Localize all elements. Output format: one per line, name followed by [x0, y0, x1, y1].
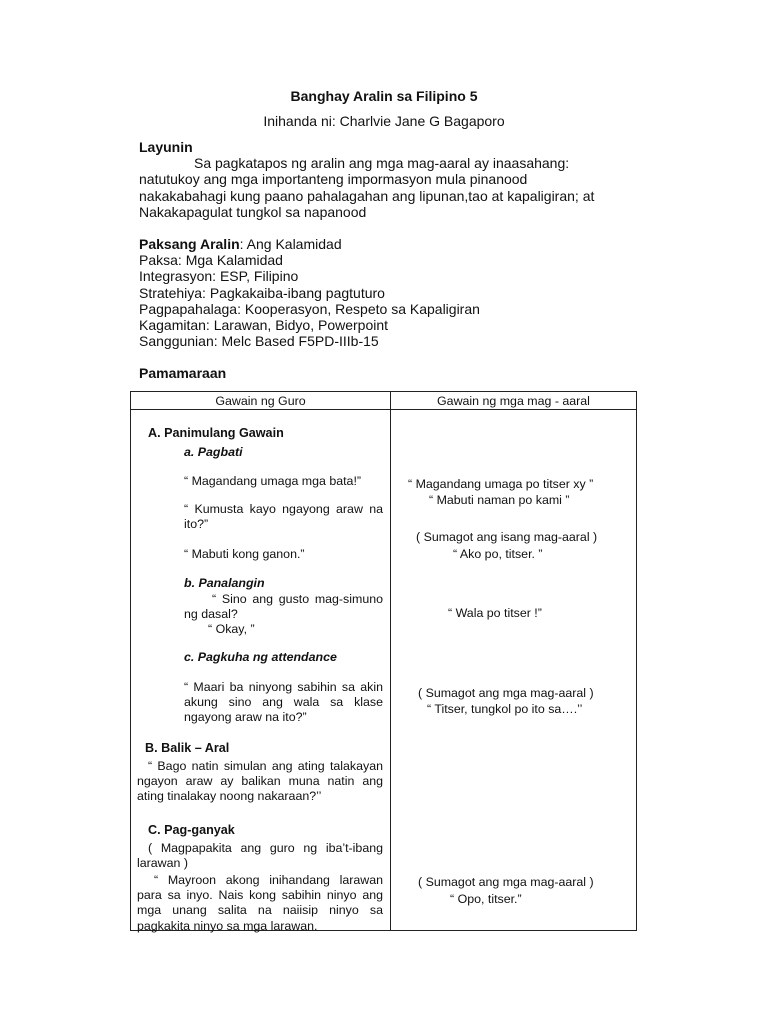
layunin-heading: Layunin — [139, 139, 193, 155]
paksa-line-6: Sanggunian: Melc Based F5PD-IIIb-15 — [139, 333, 379, 350]
student-opo: “ Opo, titser.” — [450, 892, 522, 906]
layunin-line-1: natutukoy ang mga importanteng impormasyon mula pinanood — [139, 171, 528, 188]
section-a-heading: A. Panimulang Gawain — [148, 426, 284, 440]
paksa-line-1: Paksa: Mga Kalamidad — [139, 252, 283, 269]
lesson-table — [130, 391, 637, 931]
student-tungkol-po: “ Titser, tungkol po ito sa….’’ — [427, 702, 583, 716]
student-column — [391, 410, 637, 931]
document-author: Inihanda ni: Charlvie Jane G Bagaporo — [263, 113, 505, 129]
paksa-line-3: Stratehiya: Pagkakaiba-ibang pagtuturo — [139, 284, 385, 301]
pamamaraan-heading: Pamamaraan — [139, 365, 227, 381]
teacher-mabuti: “ Mabuti kong ganon.” — [184, 547, 305, 561]
document-title: Banghay Aralin sa Filipino 5 — [290, 88, 478, 104]
layunin-line-2: nakakabahagi kung paano pahalagahan ang lipunan,tao at kapaligiran; at — [139, 187, 595, 204]
paksa-heading-value: : Ang Kalamidad — [239, 236, 342, 252]
teacher-ganyak-instruction: ( Magpapakita ang guro ng iba’t-ibang larawan ) — [137, 841, 383, 871]
teacher-attendance-question: “ Maari ba ninyong sabihin sa akin akung sino ang wala sa klase ngayong araw na ito?” — [184, 680, 383, 725]
teacher-prayer-question: “ Sino ang gusto mag-simuno ng dasal? — [184, 592, 383, 622]
section-c-heading: C. Pag-ganyak — [148, 823, 235, 837]
paksa-heading-line — [139, 236, 639, 252]
paksa-line-2: Integrasyon: ESP, Filipino — [139, 268, 299, 285]
pagbati-heading: a. Pagbati — [184, 445, 243, 459]
paksa-line-4: Pagpapahalaga: Kooperasyon, Respeto sa Kapaligiran — [139, 300, 480, 317]
student-ako-po: “ Ako po, titser. ” — [453, 547, 543, 561]
teacher-ganyak-prompt: “ Mayroon akong inihandang larawan para sa inyo. Nais kong sabihin ninyo ang mga unang salita na naiisip ninyo sa pagkakita ninyo sa mga larawan. — [137, 873, 383, 933]
students-answer-1: ( Sumagot ang mga mag-aaral ) — [418, 686, 594, 700]
student-greeting: “ Magandang umaga po titser xy ” — [408, 477, 594, 491]
student-one-answers: ( Sumagot ang isang mag-aaral ) — [416, 530, 598, 544]
student-mabuti: “ Mabuti naman po kami ” — [429, 493, 570, 507]
paksa-line-5: Kagamitan: Larawan, Bidyo, Powerpoint — [139, 317, 389, 334]
layunin-section — [139, 139, 639, 220]
layunin-line-3: Nakakapagulat tungkol sa napanood — [139, 203, 367, 220]
teacher-kumusta: “ Kumusta kayo ngayong araw na ito?” — [184, 502, 383, 532]
column-header-student: Gawain ng mga mag - aaral — [391, 392, 637, 410]
panalangin-heading: b. Panalangin — [184, 576, 265, 590]
column-header-teacher: Gawain ng Guro — [131, 392, 391, 410]
teacher-balik-aral: “ Bago natin simulan ang ating talakayan ngayon araw ay balikan muna natin ang ating tinalakay noong nakaraan?’’ — [137, 759, 383, 804]
paksa-heading: Paksang Aralin — [139, 236, 240, 252]
layunin-intro: Sa pagkatapos ng aralin ang mga mag-aaral ay inaasahang: — [194, 155, 570, 172]
table-body-row — [131, 410, 637, 931]
section-b-heading: B. Balik – Aral — [145, 741, 230, 755]
teacher-greeting: “ Magandang umaga mga bata!” — [184, 474, 362, 488]
table-header-row — [131, 392, 637, 410]
student-wala-po: “ Wala po titser !” — [448, 606, 542, 620]
paksa-section — [139, 236, 639, 349]
attendance-heading: c. Pagkuha ng attendance — [184, 650, 337, 664]
teacher-okay: “ Okay, ” — [208, 622, 255, 636]
teacher-column — [131, 410, 391, 931]
students-answer-2: ( Sumagot ang mga mag-aaral ) — [418, 875, 594, 889]
